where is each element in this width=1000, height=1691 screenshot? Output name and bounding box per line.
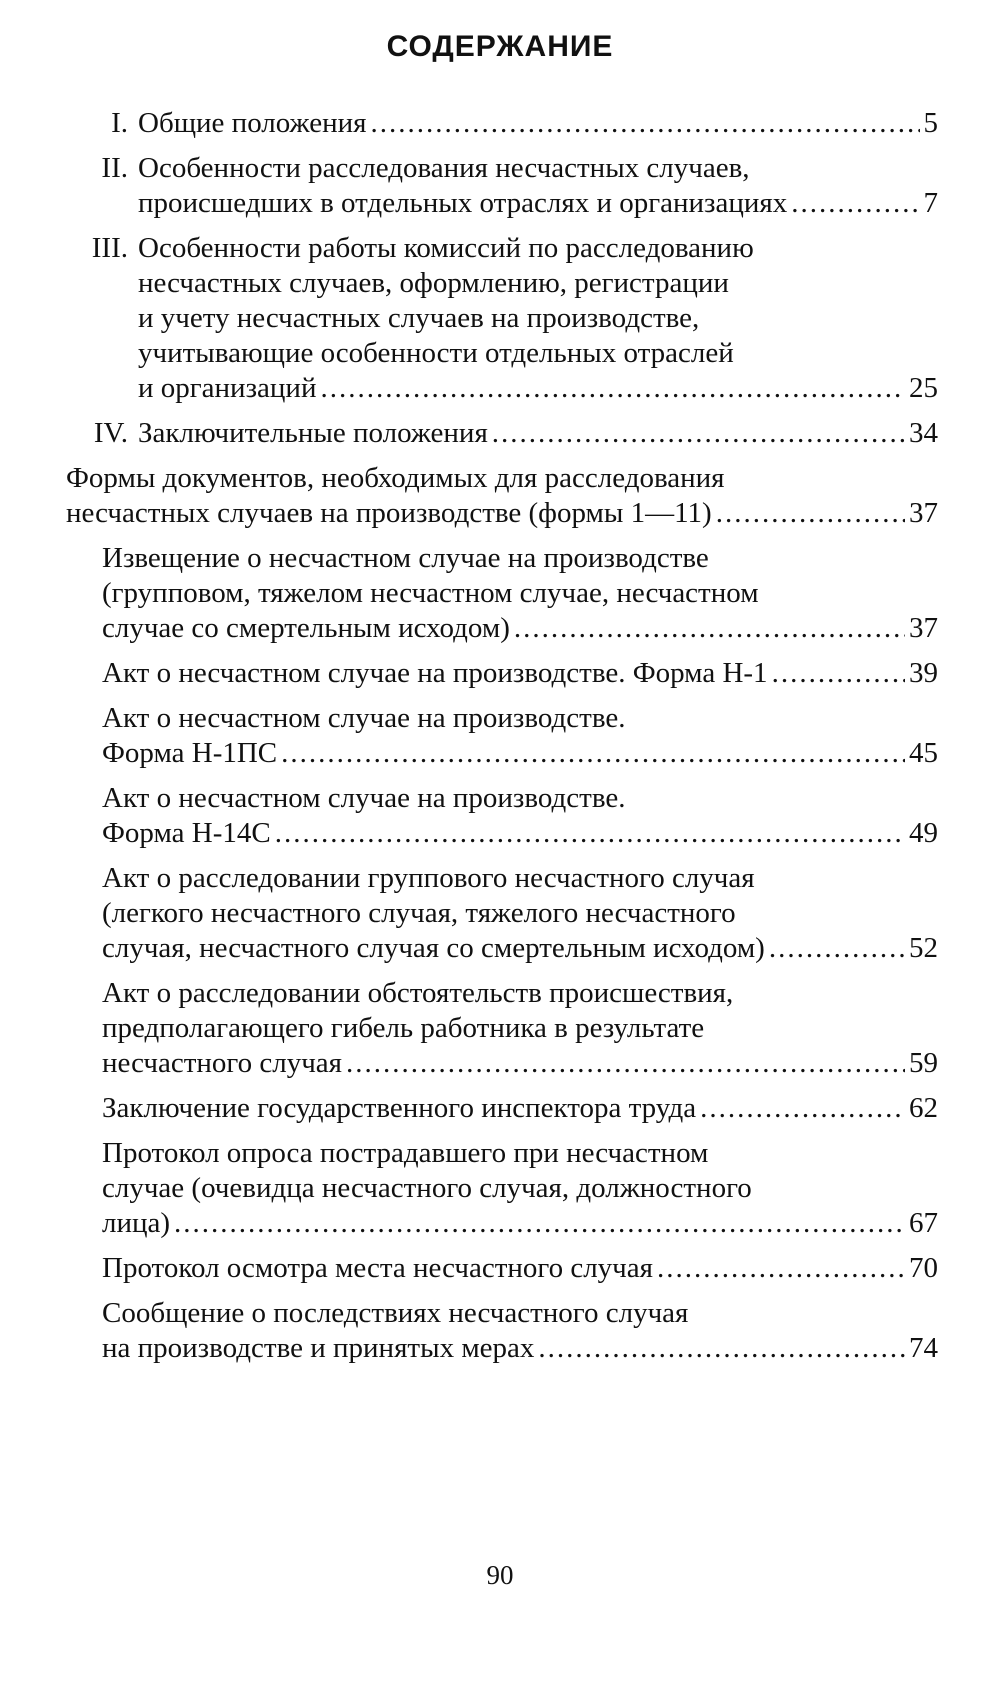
page-ref: 52 xyxy=(909,932,938,964)
dot-leader xyxy=(492,416,905,451)
entry-title: случая, несчастного случая со смертельным исходом) xyxy=(102,932,765,964)
entry-line: Акт о несчастном случае на производстве. xyxy=(102,782,626,814)
toc-entry xyxy=(66,151,938,221)
dot-leader xyxy=(370,106,919,141)
section-numeral: II. xyxy=(101,152,128,184)
entry-last-line xyxy=(102,656,938,691)
dot-leader xyxy=(772,656,905,691)
dot-leader xyxy=(346,1046,905,1081)
dot-leader xyxy=(174,1206,905,1241)
entry-title: Заключительные положения xyxy=(138,417,488,449)
toc-entry xyxy=(66,1296,938,1366)
entry-line: несчастных случаев, оформлению, регистрации xyxy=(138,267,729,299)
page-ref: 67 xyxy=(909,1207,938,1239)
section-numeral: III. xyxy=(91,232,128,264)
entry-text xyxy=(102,861,938,966)
entry-last-line xyxy=(102,1206,938,1241)
page-ref: 25 xyxy=(909,372,938,404)
entry-text xyxy=(102,1251,938,1286)
dot-leader xyxy=(700,1091,905,1126)
entry-line: учитывающие особенности отдельных отраслей xyxy=(138,337,734,369)
entry-last-line xyxy=(102,736,938,771)
entry-text xyxy=(138,231,938,406)
dot-leader xyxy=(716,496,905,531)
entry-last-line xyxy=(102,1331,938,1366)
entry-last-line xyxy=(138,416,938,451)
entry-text xyxy=(102,1136,938,1241)
toc-entry xyxy=(66,781,938,851)
entry-line: (групповом, тяжелом несчастном случае, несчастном xyxy=(102,577,759,609)
entry-last-line xyxy=(102,1091,938,1126)
toc-entry xyxy=(66,1091,938,1126)
entry-text xyxy=(138,151,938,221)
page-ref: 34 xyxy=(909,417,938,449)
page-ref: 37 xyxy=(909,497,938,529)
entry-title: случае со смертельным исходом) xyxy=(102,612,510,644)
entry-line: Акт о расследовании группового несчастного случая xyxy=(102,862,755,894)
entry-text xyxy=(102,976,938,1081)
toc-entry xyxy=(66,701,938,771)
entry-text xyxy=(102,1296,938,1366)
entry-last-line xyxy=(138,186,938,221)
entry-last-line xyxy=(138,106,938,141)
entry-title: Протокол осмотра места несчастного случая xyxy=(102,1252,653,1284)
toc-entry xyxy=(66,976,938,1081)
entry-title: Форма Н-14С xyxy=(102,817,271,849)
entry-last-line xyxy=(102,1251,938,1286)
page-ref: 37 xyxy=(909,612,938,644)
dot-leader xyxy=(281,736,905,771)
entry-last-line xyxy=(102,931,938,966)
entry-title: происшедших в отдельных отраслях и организациях xyxy=(138,187,788,219)
page-ref: 74 xyxy=(909,1332,938,1364)
entry-text xyxy=(102,656,938,691)
dot-leader xyxy=(514,611,905,646)
entry-last-line xyxy=(66,496,938,531)
entry-title: на производстве и принятых мерах xyxy=(102,1332,535,1364)
entry-text xyxy=(102,541,938,646)
entry-line: Акт о расследовании обстоятельств происшествия, xyxy=(102,977,734,1009)
entry-line: случае (очевидца несчастного случая, должностного xyxy=(102,1172,752,1204)
page-ref: 5 xyxy=(923,107,938,139)
page-number: 90 xyxy=(486,1560,514,1590)
entry-title: Акт о несчастном случае на производстве. Форма Н-1 xyxy=(102,657,768,689)
entry-text xyxy=(102,701,938,771)
entry-last-line xyxy=(102,611,938,646)
dot-leader xyxy=(538,1331,905,1366)
dot-leader xyxy=(769,931,905,966)
page-ref: 39 xyxy=(909,657,938,689)
toc-entry xyxy=(66,861,938,966)
page-ref: 45 xyxy=(909,737,938,769)
entry-title: Форма Н-1ПС xyxy=(102,737,278,769)
entry-line: (легкого несчастного случая, тяжелого несчастного xyxy=(102,897,736,929)
toc-entry xyxy=(66,461,938,531)
entry-line: Протокол опроса пострадавшего при несчастном xyxy=(102,1137,709,1169)
page-title: СОДЕРЖАНИЕ xyxy=(386,30,614,63)
entry-line: Извещение о несчастном случае на производстве xyxy=(102,542,709,574)
entry-text xyxy=(102,781,938,851)
entry-line: Особенности работы комиссий по расследованию xyxy=(138,232,754,264)
entry-line: и учету несчастных случаев на производстве, xyxy=(138,302,700,334)
entry-line: Формы документов, необходимых для расследования xyxy=(66,462,725,494)
dot-leader xyxy=(320,371,905,406)
entry-last-line xyxy=(102,816,938,851)
page-ref: 49 xyxy=(909,817,938,849)
toc-entry xyxy=(66,656,938,691)
entry-line: предполагающего гибель работника в результате xyxy=(102,1012,705,1044)
entry-title: Общие положения xyxy=(138,107,367,139)
entry-line: Сообщение о последствиях несчастного случая xyxy=(102,1297,689,1329)
section-numeral: I. xyxy=(111,107,128,139)
table-of-contents xyxy=(66,106,938,1376)
page-ref: 59 xyxy=(909,1047,938,1079)
toc-entry xyxy=(66,1136,938,1241)
section-numeral: IV. xyxy=(93,417,128,449)
entry-title: и организаций xyxy=(138,372,317,404)
entry-text xyxy=(102,1091,938,1126)
entry-line: Особенности расследования несчастных случаев, xyxy=(138,152,750,184)
entry-line: Акт о несчастном случае на производстве. xyxy=(102,702,626,734)
toc-entry xyxy=(66,106,938,141)
entry-last-line xyxy=(102,1046,938,1081)
entry-title: несчастного случая xyxy=(102,1047,342,1079)
page-ref: 70 xyxy=(909,1252,938,1284)
entry-text xyxy=(138,416,938,451)
toc-entry xyxy=(66,416,938,451)
entry-title: Заключение государственного инспектора труда xyxy=(102,1092,697,1124)
toc-entry xyxy=(66,541,938,646)
dot-leader xyxy=(791,186,919,221)
dot-leader xyxy=(275,816,905,851)
page-ref: 62 xyxy=(909,1092,938,1124)
toc-entry xyxy=(66,231,938,406)
entry-last-line xyxy=(138,371,938,406)
entry-title: лица) xyxy=(102,1207,171,1239)
entry-text xyxy=(66,461,938,531)
dot-leader xyxy=(657,1251,905,1286)
entry-text xyxy=(138,106,938,141)
page-ref: 7 xyxy=(923,187,938,219)
entry-title: несчастных случаев на производстве (формы 1—11) xyxy=(66,497,712,529)
toc-entry xyxy=(66,1251,938,1286)
